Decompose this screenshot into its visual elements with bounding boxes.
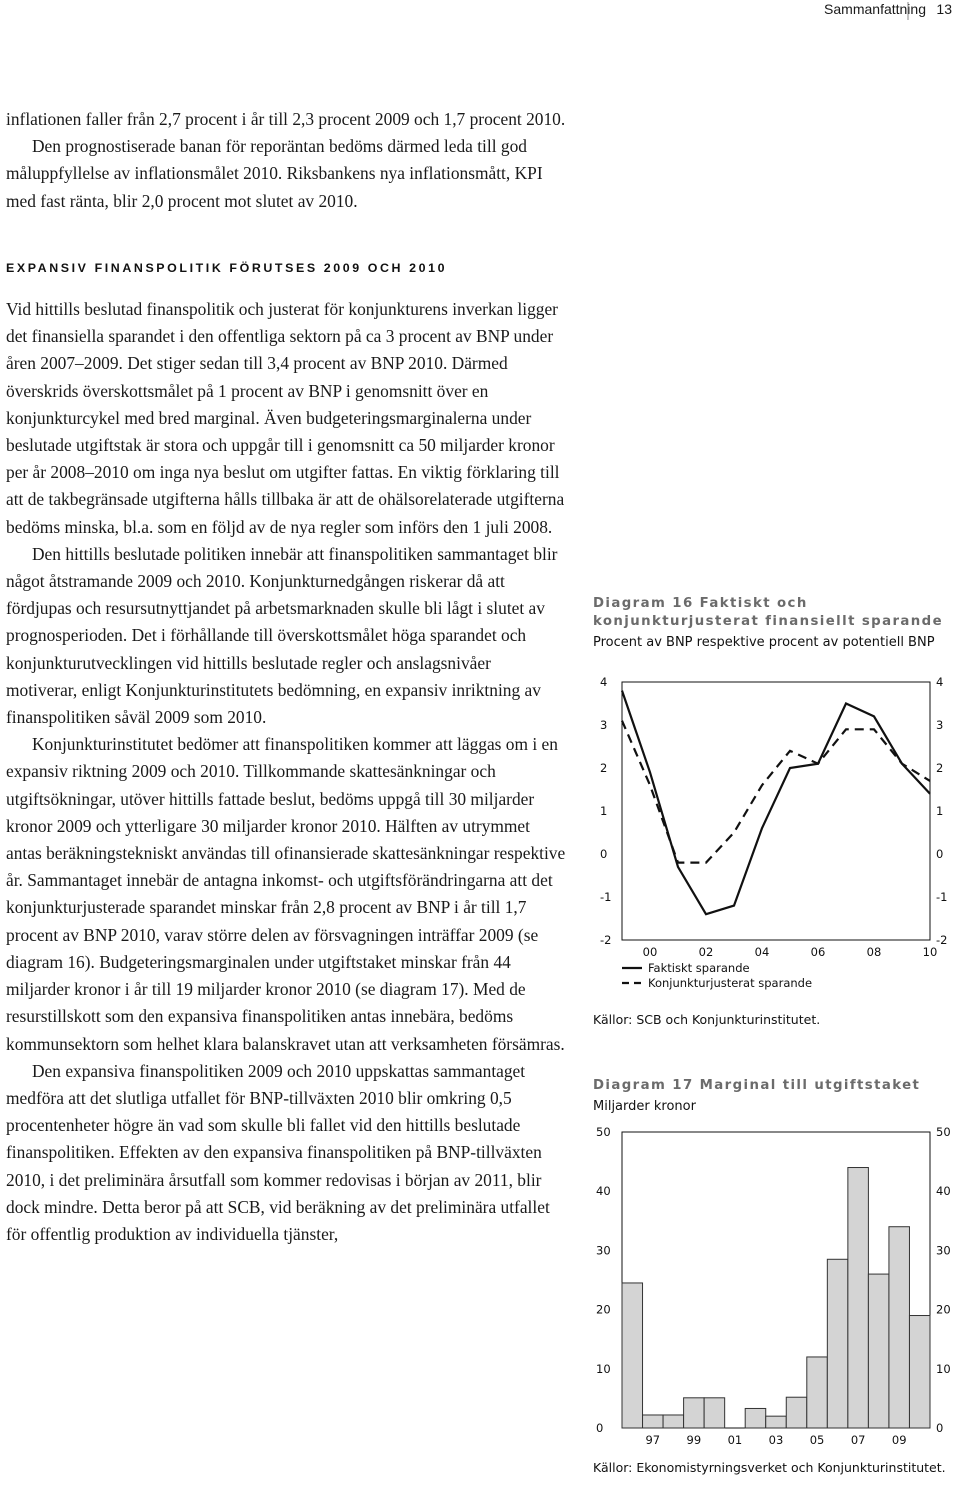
section-heading: EXPANSIV FINANSPOLITIK FÖRUTSES 2009 OCH 2010 — [6, 260, 448, 275]
diagram-16 — [593, 595, 958, 651]
x-tick-label: 08 — [866, 945, 882, 959]
diagram-17-subtitle: Miljarder kronor — [593, 1099, 696, 1114]
bar — [745, 1408, 766, 1428]
bar — [684, 1398, 705, 1428]
x-tick-label: 03 — [768, 1433, 784, 1447]
y-tick-label-left: 2 — [600, 761, 608, 775]
x-tick-label: 06 — [810, 945, 826, 959]
plot-frame — [622, 682, 930, 940]
bar — [868, 1274, 889, 1428]
bar — [766, 1416, 787, 1428]
y-tick-label-right: 0 — [936, 847, 944, 861]
page-number: 13 — [936, 1, 952, 17]
intro-paragraph: inflationen faller från 2,7 procent i år till 2,3 procent 2009 och 1,7 procent 2010. — [6, 109, 566, 129]
y-tick-label-left: 1 — [600, 804, 608, 818]
bar — [909, 1316, 930, 1428]
y-tick-label-right: 10 — [936, 1361, 951, 1376]
y-tick-label-right: 20 — [936, 1302, 951, 1317]
body-paragraph: Den expansiva finanspolitiken 2009 och 2010 uppskattas sammantaget medföra att det slutliga utfallet för BNP-tillväxten 2010 blir omkring 0,5 procentenheter högre än vad som skulle bli fallet vid den hittills beslutade finanspolitiken. Effekten av den expansiva finanspolitiken på BNP-tillväxten 2010, i det preliminära årsutfall som kommer redovisas i början av 2011, blir dock mindre. Detta beror på att SCB, vid beräkning av det preliminära utfallet för offentlig produktion av individuella tjänster, — [6, 1060, 550, 1244]
x-tick-label: 09 — [891, 1433, 907, 1447]
diagram-17 — [593, 1077, 958, 1115]
series-line-konjunkturjusterat — [622, 721, 930, 863]
y-tick-label-right: -2 — [936, 933, 948, 947]
bar — [663, 1415, 684, 1428]
diagram-17-source: Källor: Ekonomistyrningsverket och Konjunkturinstitutet. — [593, 1460, 946, 1475]
y-tick-label-left: 30 — [596, 1243, 611, 1258]
y-tick-label-right: 40 — [936, 1184, 951, 1199]
y-tick-label-right: 3 — [936, 718, 944, 732]
bar — [848, 1168, 869, 1428]
x-tick-label: 10 — [922, 945, 938, 959]
x-tick-label: 05 — [809, 1433, 825, 1447]
y-tick-label-left: 3 — [600, 718, 608, 732]
x-tick-label: 02 — [698, 945, 714, 959]
y-tick-label-right: 0 — [936, 1421, 944, 1435]
y-tick-label-left: 0 — [600, 847, 608, 861]
diagram-17-title: Diagram 17 Marginal till utgiftstaket — [593, 1078, 921, 1093]
legend-label: Faktiskt sparande — [648, 961, 750, 975]
y-tick-label-right: 1 — [936, 804, 944, 818]
x-tick-label: 07 — [850, 1433, 866, 1447]
y-tick-label-left: 20 — [596, 1302, 611, 1317]
bar — [643, 1415, 664, 1428]
bar — [704, 1398, 725, 1428]
bar — [889, 1227, 910, 1428]
y-tick-label-right: -1 — [936, 890, 948, 904]
y-tick-label-left: -2 — [600, 933, 612, 947]
bar — [807, 1357, 828, 1428]
y-tick-label-right: 30 — [936, 1243, 951, 1258]
main-text-column — [0, 106, 566, 1248]
bar — [786, 1397, 807, 1428]
x-tick-label: 97 — [645, 1433, 661, 1447]
intro-paragraph: Den prognostiserade banan för reporäntan bedöms därmed leda till god måluppfyllelse av inflationsmålet 2010. Riksbankens nya inflationsmått, KPI med fast ränta, blir 2,0 procent mot slutet av 2010. — [6, 136, 543, 211]
diagram-16-subtitle: Procent av BNP respektive procent av potentiell BNP — [593, 635, 935, 650]
y-tick-label-left: 0 — [596, 1421, 604, 1435]
y-tick-label-right: 50 — [936, 1125, 951, 1139]
header-section-title: Sammanfattning — [824, 1, 926, 17]
legend-label: Konjunkturjusterat sparande — [648, 976, 813, 990]
body-paragraph: Den hittills beslutade politiken innebär att finanspolitiken sammantaget blir något åtstramande 2009 och 2010. Konjunkturnedgången riskerar då att fördjupas och resursutnyttjandet på arbetsmarknaden skulle bli lågt i slutet av prognosperioden. Det i förhållande till överskottsmålet höga sparandet och konjunkturutvecklingen vid hittills beslutade regler och anslagsnivåer motiverar, enligt Konjunkturinstitutets bedömning, en expansiv inriktning av finanspolitiken såväl 2009 som 2010. — [6, 543, 558, 728]
y-tick-label-left: 50 — [596, 1125, 611, 1139]
y-tick-label-right: 2 — [936, 761, 944, 775]
body-paragraph: Vid hittills beslutad finanspolitik och justerat för konjunkturens inverkan ligger det finansiella sparandet i den offentliga sektorn på ca 3 procent av BNP under åren 2007–2009. Det stiger sedan till 3,4 procent av BNP 2010. Därmed överskrids överskottsmålet på 1 procent av BNP i genomsnitt över en konjunkturcykel med bred marginal. Även budgeteringsmarginalerna under beslutade utgiftstak är stora och uppgår till i genomsnitt ca 50 miljarder kronor per år 2008–2010 om inga nya beslut om utgifter fattas. En viktig förklaring till att de takbegränsade utgifterna hålls tillbaka är att de ohälsorelaterade utgifterna bedöms minska, bl.a. som en följd av de nya regler som införs den 1 juli 2008. — [6, 299, 565, 537]
header-rule — [0, 0, 960, 22]
y-tick-label-left: 40 — [596, 1184, 611, 1199]
y-tick-label-left: 10 — [596, 1361, 611, 1376]
x-tick-label: 99 — [686, 1433, 702, 1447]
x-tick-label: 00 — [642, 945, 658, 959]
body-paragraph: Konjunkturinstitutet bedömer att finanspolitiken kommer att läggas om i en expansiv riktning 2009 och 2010. Tillkommande skattesänkningar och utgiftsökningar, utöver hittills fattade beslut, bedöms uppgå till 30 miljarder kronor 2009 och ytterligare 30 miljarder kronor 2010. Hälften av utrymmet antas beräkningstekniskt användas till ofinansierade skattesänkningar respektive år. Sammantaget innebär de antagna inkomst- och utgiftsförändringarna att det konjunkturjusterade sparandet minskar från 2,8 procent av BNP i år till 1,7 procent av BNP 2010, varav större delen av försvagningen inträffar 2009 (se diagram 16). Budgeteringsmarginalen under utgiftstaket minskar från 44 miljarder kronor i år till 19 miljarder kronor 2010 (se diagram 17). Med de resurstillskott som den expansiva finanspolitiken antas innebära, bedöms kommunsektorn som helhet klara balanskravet utan att verksamheten försämras. — [6, 734, 566, 1054]
y-tick-label-right: 4 — [936, 675, 944, 689]
x-tick-label: 04 — [754, 945, 770, 959]
diagram-16-source: Källor: SCB och Konjunkturinstitutet. — [593, 1012, 821, 1027]
bar — [827, 1259, 848, 1428]
y-tick-label-left: -1 — [600, 890, 612, 904]
series-line-faktiskt — [622, 691, 930, 915]
y-tick-label-left: 4 — [600, 675, 608, 689]
diagram-16-title: Diagram 16 Faktiskt och konjunkturjusterat finansiellt sparande — [593, 596, 944, 629]
bar — [622, 1283, 643, 1428]
x-tick-label: 01 — [727, 1433, 743, 1447]
diagram-16-chart — [590, 670, 960, 1000]
diagram-17-chart — [590, 1120, 960, 1455]
